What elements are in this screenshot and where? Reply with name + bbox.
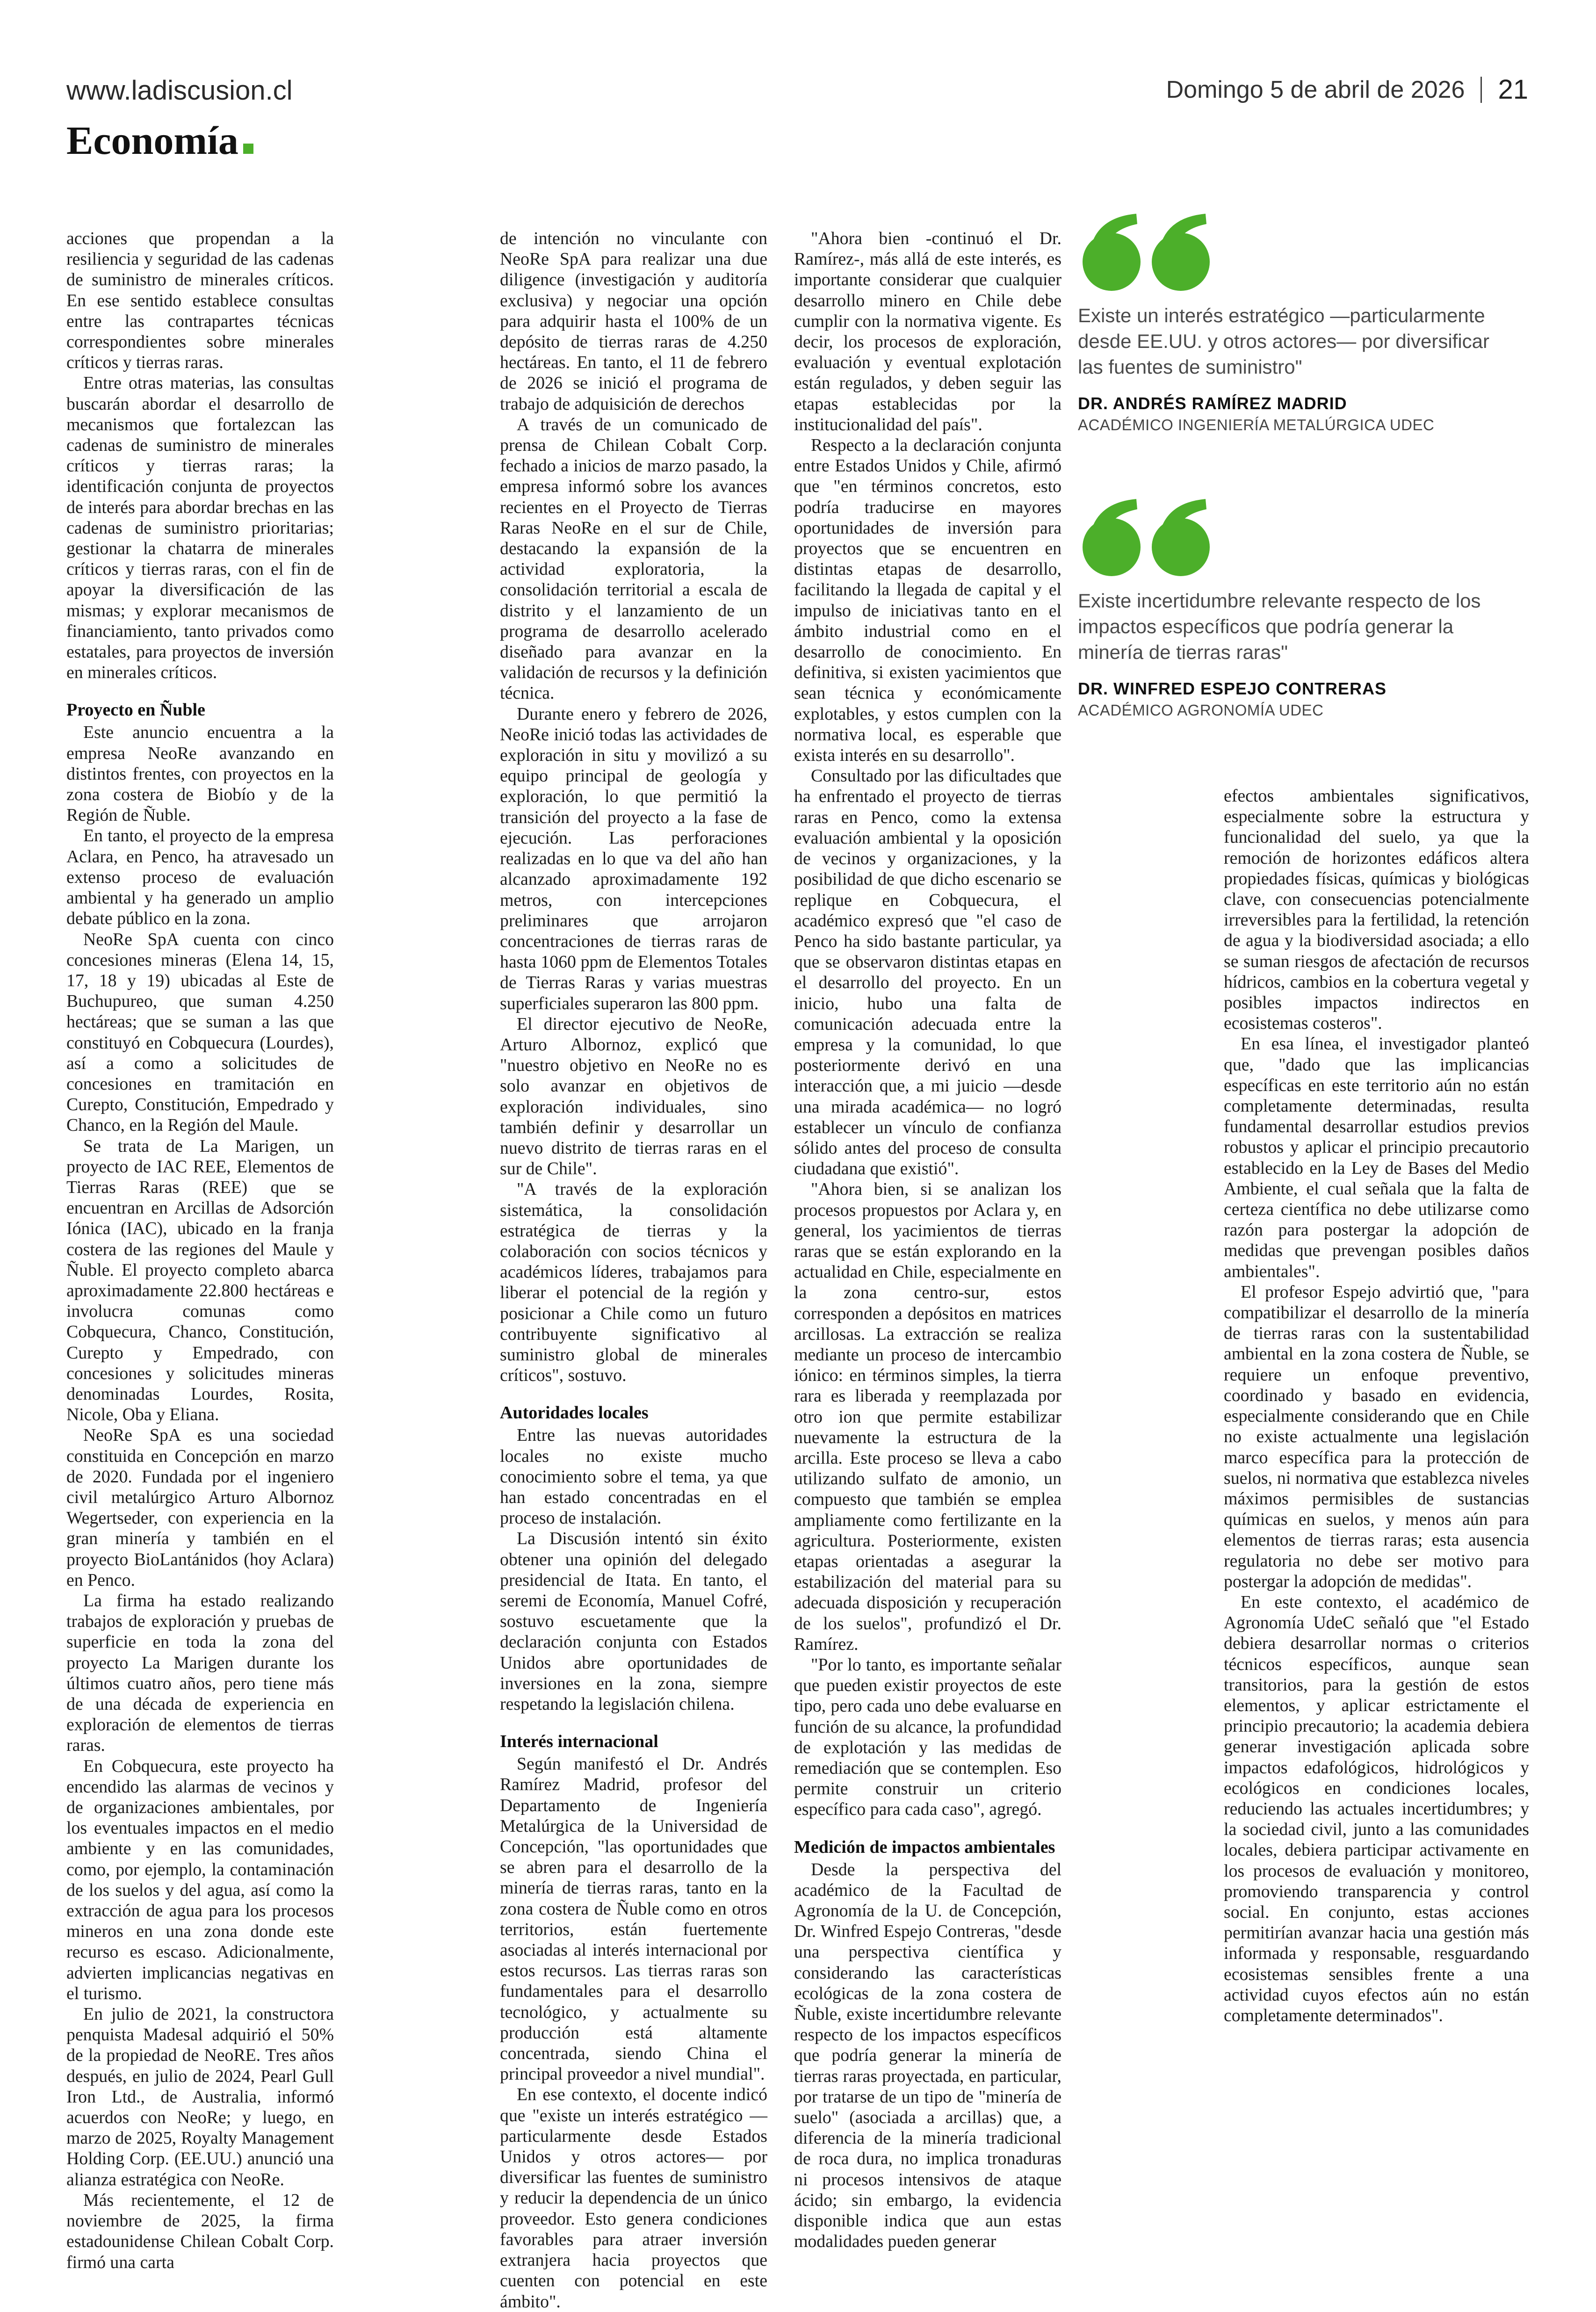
paragraph: "Ahora bien, si se analizan los procesos propuestos por Aclara y, en general, los yacimientos de tierras raras que se están explorando en la actualidad en Chile, especialmente en la zona centro-sur, estos corresponden a depósitos en matrices arcillosas. La extracción se realiza mediante un proceso de intercambio iónico: en términos simples, la tierra rara es liberada y reemplazada por otro ion que permite estabilizar nuevamente la estructura de la arcilla. Este proceso se lleva a cabo utilizando sulfato de amonio, un compuesto que también se emplea ampliamente como fertilizante en la agricultura. Posteriormente, existen etapas orientadas a asegurar la estabilización del material para su adecuada disposición y recuperación de los suelos", profundizó el Dr. Ramírez. [794, 1179, 1062, 1654]
quote-text: Existe un interés estratégico —particularmente desde EE.UU. y otros actores— por diversificar las fuentes de suministro" [1078, 304, 1489, 378]
paragraph: Respecto a la declaración conjunta entre Estados Unidos y Chile, afirmó que "en términos concretos, esto podría traducirse en mayores oportunidades de inversión para proyectos que se encuentren en distintas etapas de desarrollo, facilitando la llegada de capital y el impulso de iniciativas tanto en el ámbito industrial como en el desarrollo de conocimiento. En definitiva, si existen yacimientos que sean técnica y económicamente explotables, y estos cumplen con la normativa local, es esperable que exista interés en su desarrollo". [794, 435, 1062, 766]
paragraph: Entre otras materias, las consultas buscarán abordar el desarrollo de mecanismos que fortalezcan las cadenas de suministro de minerales críticos y tierras raras; la identificación conjunta de proyectos de interés para abordar brechas en las cadenas de suministro prioritarias; gestionar la chatarra de minerales críticos y tierras raras, con el fin de apoyar la diversificación de las mismas; y explorar mecanismos de financiamiento, tanto privados como estatales, para proyectos de inversión en minerales críticos. [66, 373, 334, 683]
header-divider [1480, 77, 1482, 103]
quote-text: Existe incertidumbre relevante respecto de los impactos específicos que podría generar la minería de tierras raras" [1078, 590, 1481, 663]
quote-author-role: ACADÉMICO AGRONOMÍA UDEC [1078, 701, 1324, 719]
paragraph: En Cobquecura, este proyecto ha encendido las alarmas de vecinos y de organizaciones ambientales, por los eventuales impactos en el medio ambiente y en las comunidades, como, por ejemplo, la contaminación de los suelos y del agua, así como la extracción de agua para los procesos mineros en una zona donde este recurso es escaso. Adicionalmente, advierten implicancias negativas en el turismo. [66, 1756, 334, 2003]
paragraph: Según manifestó el Dr. Andrés Ramírez Madrid, profesor del Departamento de Ingeniería Metalúrgica de la Universidad de Concepción, "las oportunidades que se abren para el desarrollo de la minería de tierras raras, tanto en la zona costera de Ñuble como en otros territorios, están fuertemente asociadas al interés internacional por estos recursos. Las tierras raras son fundamentales para el desarrollo tecnológico, y actualmente su producción está altamente concentrada, siendo China el principal proveedor a nivel mundial". [500, 1754, 767, 2084]
subheading: Proyecto en Ñuble [66, 700, 205, 720]
subheading: Medición de impactos ambientales [794, 1837, 1055, 1857]
section-dot-icon [243, 144, 253, 154]
quote-author: DR. ANDRÉS RAMÍREZ MADRID [1078, 394, 1347, 413]
article-column-2 [500, 228, 767, 2312]
paragraph: Desde la perspectiva del académico de la Facultad de Agronomía de la U. de Concepción, Dr. Winfred Espejo Contreras, "desde una perspectiva científica y considerando las características ecológicas de la zona costera de Ñuble, existe incertidumbre relevante respecto de los impactos específicos que podría generar la minería de tierras raras proyectada, en particular, por tratarse de un tipo de "minería de suelo" (asociada a arcillas) que, a diferencia de la minería tradicional de roca dura, no implica tronaduras ni procesos intensivos de ataque ácido; sin embargo, la evidencia disponible indica que aun estas modalidades pueden generar [794, 1859, 1062, 2252]
paragraph: La Discusión intentó sin éxito obtener una opinión del delegado presidencial de Itata. En tanto, el seremi de Economía, Manuel Cofré, sostuvo escuetamente que la declaración conjunta con Estados Unidos abre oportunidades de inversiones en la zona, siempre respetando la legislación chilena. [500, 1529, 767, 1714]
quote-mark-icon [1078, 498, 1218, 578]
subheading: Autoridades locales [500, 1403, 649, 1423]
paragraph: El director ejecutivo de NeoRe, Arturo Albornoz, explicó que "nuestro objetivo en NeoRe no es solo avanzar en objetivos de exploración individuales, sino también definir y desarrollar un nuevo distrito de tierras raras en el sur de Chile". [500, 1014, 767, 1179]
quote-author-role: ACADÉMICO INGENIERÍA METALÚRGICA UDEC [1078, 416, 1435, 434]
paragraph: "A través de la exploración sistemática, la consolidación estratégica de tierras y la colaboración con socios técnicos y académicos líderes, trabajamos para liberar el potencial de la región y posicionar a Chile como un futuro contribuyente significativo al suministro global de minerales críticos", sostuvo. [500, 1179, 767, 1386]
quote-author: DR. WINFRED ESPEJO CONTRERAS [1078, 679, 1387, 698]
subheading: Interés internacional [500, 1732, 658, 1752]
paragraph: "Ahora bien -continuó el Dr. Ramírez-, más allá de este interés, es importante considerar que cualquier desarrollo minero en Chile debe cumplir con la normativa vigente. Es decir, los procesos de exploración, evaluación y eventual explotación están regulados, y deben seguir las etapas establecidas por la institucionalidad del país". [794, 229, 1062, 434]
section-title [66, 117, 253, 164]
paragraph: A través de un comunicado de prensa de Chilean Cobalt Corp. fechado a inicios de marzo pasado, la empresa informó sobre los avances recientes en el Proyecto de Tierras Raras NeoRe en el sur de Chile, destacando la expansión de la actividad exploratoria, la consolidación territorial a escala de distrito y el lanzamiento de un programa de desarrollo acelerado diseñado para avanzar en la validación de recursos y la definición técnica. [500, 414, 767, 703]
paragraph: El profesor Espejo advirtió que, "para compatibilizar el desarrollo de la minería de tierras raras con la sustentabilidad ambiental en la zona costera de Ñuble, se requiere un enfoque preventivo, coordinado y basado en evidencia, especialmente considerando que en Chile no existe actualmente una legislación marco específica para la protección de suelos, ni normativa que establezca niveles máximos permisibles de sustancias químicas en suelos, y menos aún para elementos de tierras raras; esta ausencia regulatoria no debe ser motivo para postergar la adopción de medidas". [1224, 1282, 1529, 1591]
site-url: www.ladiscusion.cl [66, 75, 293, 106]
paragraph: de intención no vinculante con NeoRe SpA para realizar una due diligence (investigación y auditoría exclusiva) y negociar una opción para adquirir hasta el 100% de un depósito de tierras raras de 4.250 hectáreas. En tanto, el 11 de febrero de 2026 se inició el programa de trabajo de adquisición de derechos [500, 229, 767, 414]
issue-date: Domingo 5 de abril de 2026 [1166, 76, 1465, 103]
paragraph: NeoRe SpA es una sociedad constituida en Concepción en marzo de 2020. Fundada por el ingeniero civil metalúrgico Arturo Albornoz Wegertseder, con experiencia en la gran minería y también en el proyecto BioLantánidos (hoy Aclara) en Penco. [66, 1425, 334, 1590]
paragraph: Se trata de La Marigen, un proyecto de IAC REE, Elementos de Tierras Raras (REE) que se encuentran en Arcillas de Adsorción Iónica (IAC), ubicado en la franja costera de las regiones del Maule y Ñuble. El proyecto completo abarca aproximadamente 22.800 hectáreas e involucra comunas como Cobquecura, Chanco, Constitución, Curepto y Empedrado, con concesiones y solicitudes mineras denominadas Lourdes, Rosita, Nicole, Oba y Eliana. [66, 1136, 334, 1425]
pull-quote [1078, 213, 1508, 434]
paragraph: "Por lo tanto, es importante señalar que pueden existir proyectos de este tipo, pero cada uno debe evaluarse en función de su alcance, la profundidad de explotación y las medidas de remediación que se contemplen. Eso permite construir un criterio específico para cada caso", agregó. [794, 1655, 1062, 1820]
article-column-3 [794, 228, 1062, 2252]
paragraph: Consultado por las dificultades que ha enfrentado el proyecto de tierras raras en Penco, como la extensa evaluación ambiental y la oposición de vecinos y organizaciones, y la posibilidad de que dicho escenario se replique en Cobquecura, el académico expresó que "el caso de Penco ha sido bastante particular, ya que se observaron distintas etapas en el desarrollo del proyecto. En un inicio, hubo una falta de comunicación adecuada entre la empresa y la comunidad, lo que posteriormente derivó en una interacción que, a mi juicio —desde una mirada académica— no logró establecer un vínculo de confianza sólido antes del proceso de consulta ciudadana que existió". [794, 766, 1062, 1179]
section-name: Economía [66, 118, 238, 163]
paragraph: Entre las nuevas autoridades locales no existe mucho conocimiento sobre el tema, ya que han estado concentradas en el proceso de instalación. [500, 1425, 767, 1528]
paragraph: Durante enero y febrero de 2026, NeoRe inició todas las actividades de exploración in situ y movilizó a su equipo principal de geología y exploración, lo que permitió la transición del proyecto a la fase de ejecución. Las perforaciones realizadas en lo que va del año han alcanzado aproximadamente 192 metros, con intercepciones preliminares que arrojaron concentraciones de tierras raras de hasta 1060 ppm de Elementos Totales de Tierras Raras y varias muestras superficiales superaron las 800 ppm. [500, 704, 767, 1013]
page-header-right [1166, 74, 1528, 105]
article-column-1 [66, 228, 334, 2273]
paragraph: Este anuncio encuentra a la empresa NeoRe avanzando en distintos frentes, con proyectos en la zona costera de Biobío y de la Región de Ñuble. [66, 722, 334, 825]
paragraph: En tanto, el proyecto de la empresa Aclara, en Penco, ha atravesado un extenso proceso de evaluación ambiental y ha generado un amplio debate público en la zona. [66, 826, 334, 929]
paragraph: efectos ambientales significativos, especialmente sobre la estructura y funcionalidad del suelo, ya que la remoción de horizontes edáficos altera propiedades físicas, químicas y biológicas clave, con consecuencias potencialmente irreversibles para la fertilidad, la retención de agua y la biodiversidad asociada; a ello se suman riesgos de afectación de recursos hídricos, cambios en la cobertura vegetal y posibles impactos indirectos en ecosistemas costeros". [1224, 786, 1529, 1033]
paragraph: En ese contexto, el docente indicó que "existe un interés estratégico —particularmente desde Estados Unidos y otros actores— por diversificar las fuentes de suministro y reducir la dependencia de un único proveedor. Esto genera condiciones favorables para atraer inversión extranjera hacia proyectos que cuenten con potencial en este ámbito". [500, 2085, 767, 2312]
paragraph: La firma ha estado realizando trabajos de exploración y pruebas de superficie en toda la zona del proyecto La Marigen durante los últimos cuatro años, pero tiene más de una década de experiencia en exploración de elementos de tierras raras. [66, 1591, 334, 1756]
paragraph: En esa línea, el investigador planteó que, "dado que las implicancias específicas en este territorio aún no están completamente determinadas, resulta fundamental desarrollar estudios previos robustos y aplicar el principio precautorio establecido en la Ley de Bases del Medio Ambiente, el cual señala que la falta de certeza científica no debe utilizarse como razón para postergar la adopción de medidas que prevengan posibles daños ambientales". [1224, 1034, 1529, 1281]
paragraph: Más recientemente, el 12 de noviembre de 2025, la firma estadounidense Chilean Cobalt Corp. firmó una carta [66, 2190, 334, 2272]
quote-mark-icon [1078, 213, 1218, 292]
pull-quote [1078, 498, 1508, 719]
paragraph: En julio de 2021, la constructora penquista Madesal adquirió el 50% de la propiedad de NeoRE. Tres años después, en julio de 2024, Pearl Gull Iron Ltd., de Australia, informó acuerdos con NeoRe; y luego, en marzo de 2025, Royalty Management Holding Corp. (EE.UU.) anunció una alianza estratégica con NeoRe. [66, 2004, 334, 2189]
paragraph: NeoRe SpA cuenta con cinco concesiones mineras (Elena 14, 15, 17, 18 y 19) ubicadas al Este de Buchupureo, que suman 4.250 hectáreas; que se suman a las que constituyó en Cobquecura (Lourdes), así a como a solicitudes de concesiones en tramitación en Curepto, Constitución, Empedrado y Chanco, en la Región del Maule. [66, 929, 334, 1135]
page-number: 21 [1498, 74, 1528, 105]
paragraph: acciones que propendan a la resiliencia y seguridad de las cadenas de suministro de minerales críticos. En ese sentido establece consultas entre las contrapartes técnicas correspondientes sobre minerales críticos y tierras raras. [66, 229, 334, 373]
paragraph: En este contexto, el académico de Agronomía UdeC señaló que "el Estado debiera desarrollar normas o criterios técnicos específicos, aunque sean transitorios, para la gestión de estos elementos, y aplicar estrictamente el principio precautorio; la academia debiera generar investigación aplicada sobre impactos edafológicos, hidrológicos y ecológicos en condiciones locales, reduciendo las actuales incertidumbres; y la sociedad civil, junto a las comunidades locales, debiera participar activamente en los procesos de evaluación y monitoreo, promoviendo transparencia y control social. En conjunto, estas acciones permitirían avanzar hacia una gestión más informada y responsable, resguardando ecosistemas sensibles frente a una actividad cuyos efectos aún no están completamente determinados". [1224, 1592, 1529, 2025]
article-column-4 [1224, 786, 1529, 2026]
